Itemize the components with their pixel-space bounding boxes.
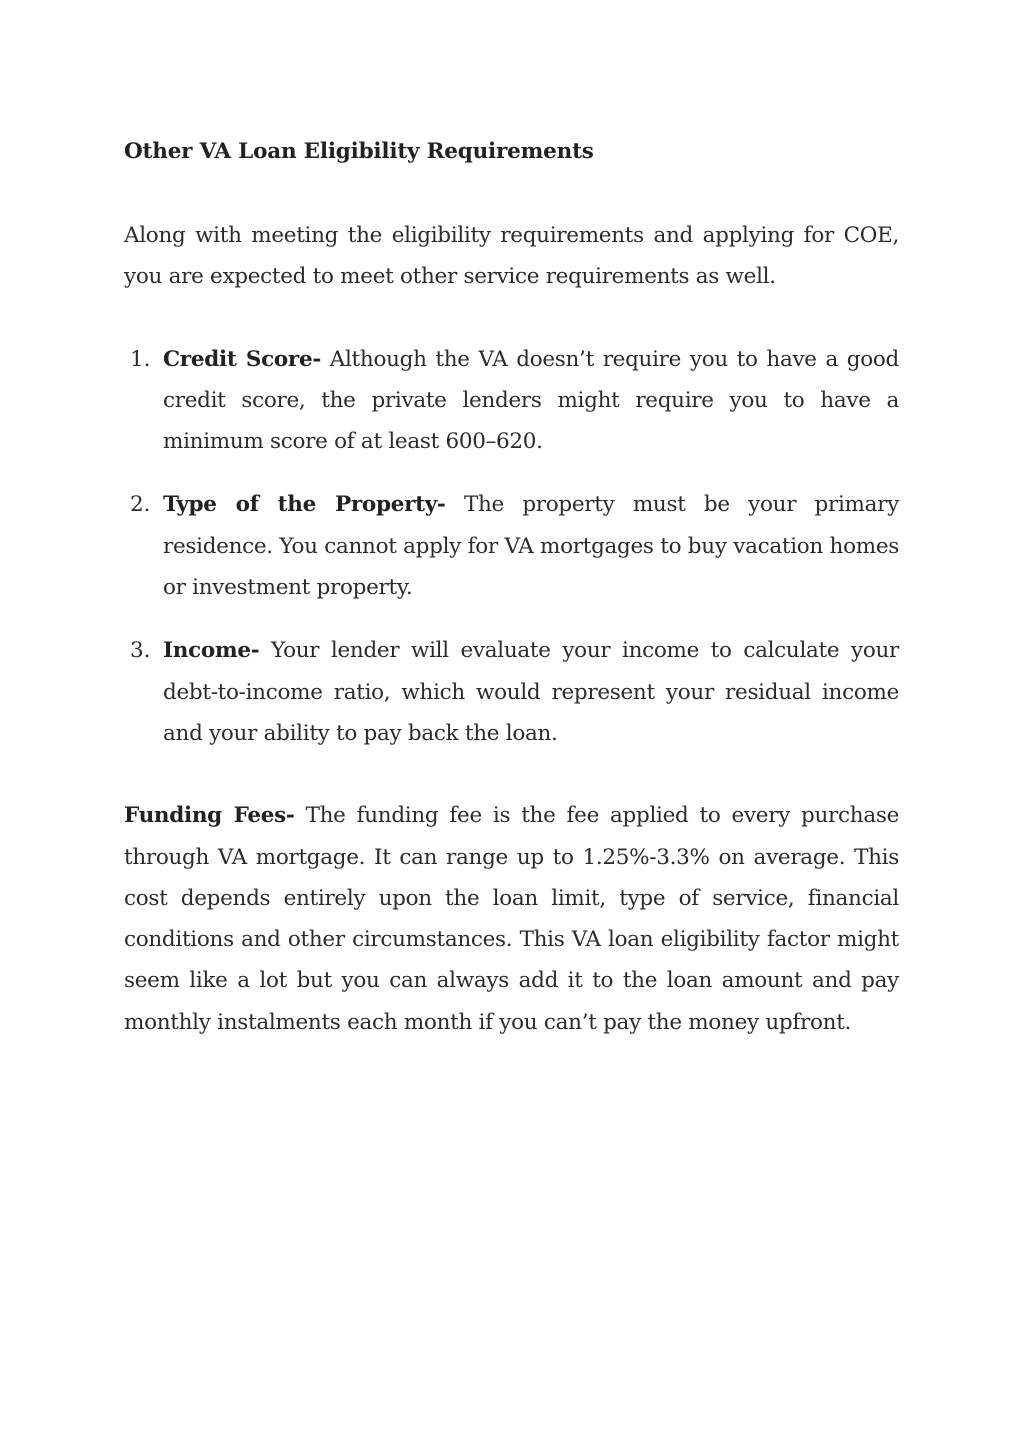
intro-paragraph: Along with meeting the eligibility requirements and applying for COE, you are expected to meet other service requirements as well. — [124, 223, 899, 290]
list-item-number: 1. — [130, 346, 151, 372]
list-item-number: 2. — [130, 492, 151, 518]
list-item-number: 3. — [130, 638, 151, 664]
list-item-description: The property must be your primary residence. You cannot apply for VA mortgages to buy vacation homes or investment property. — [163, 492, 899, 601]
list-item-term: Credit Score- — [163, 346, 321, 372]
list-item-text — [163, 339, 899, 463]
list-item — [124, 630, 899, 754]
section-heading: Other VA Loan Eligibility Requirements — [124, 139, 594, 164]
list-item — [124, 339, 899, 463]
funding-fees-paragraph — [124, 795, 899, 1043]
funding-fees-description: The funding fee is the fee applied to every purchase through VA mortgage. It can range up to 1.25%-3.3% on average. This cost depends entirely upon the loan limit, type of service, financial conditions and other circumstances. This VA loan eligibility factor might seem like a lot but you can always add it to the loan amount and pay monthly instalments each month if you can’t pay the money upfront. — [124, 803, 899, 1035]
list-item-description: Although the VA doesn’t require you to have a good credit score, the private lenders might require you to have a minimum score of at least 600–620. — [163, 346, 899, 455]
requirements-list — [124, 339, 899, 755]
document-page — [124, 134, 899, 1043]
list-item — [124, 484, 899, 608]
list-item-term: Type of the Property- — [163, 492, 446, 518]
list-item-description: Your lender will evaluate your income to calculate your debt-to-income ratio, which would represent your residual income and your ability to pay back the loan. — [163, 638, 899, 746]
list-item-text — [163, 630, 899, 754]
list-item-term: Income- — [163, 638, 260, 664]
funding-fees-term: Funding Fees- — [124, 803, 295, 829]
list-item-text — [163, 484, 899, 608]
